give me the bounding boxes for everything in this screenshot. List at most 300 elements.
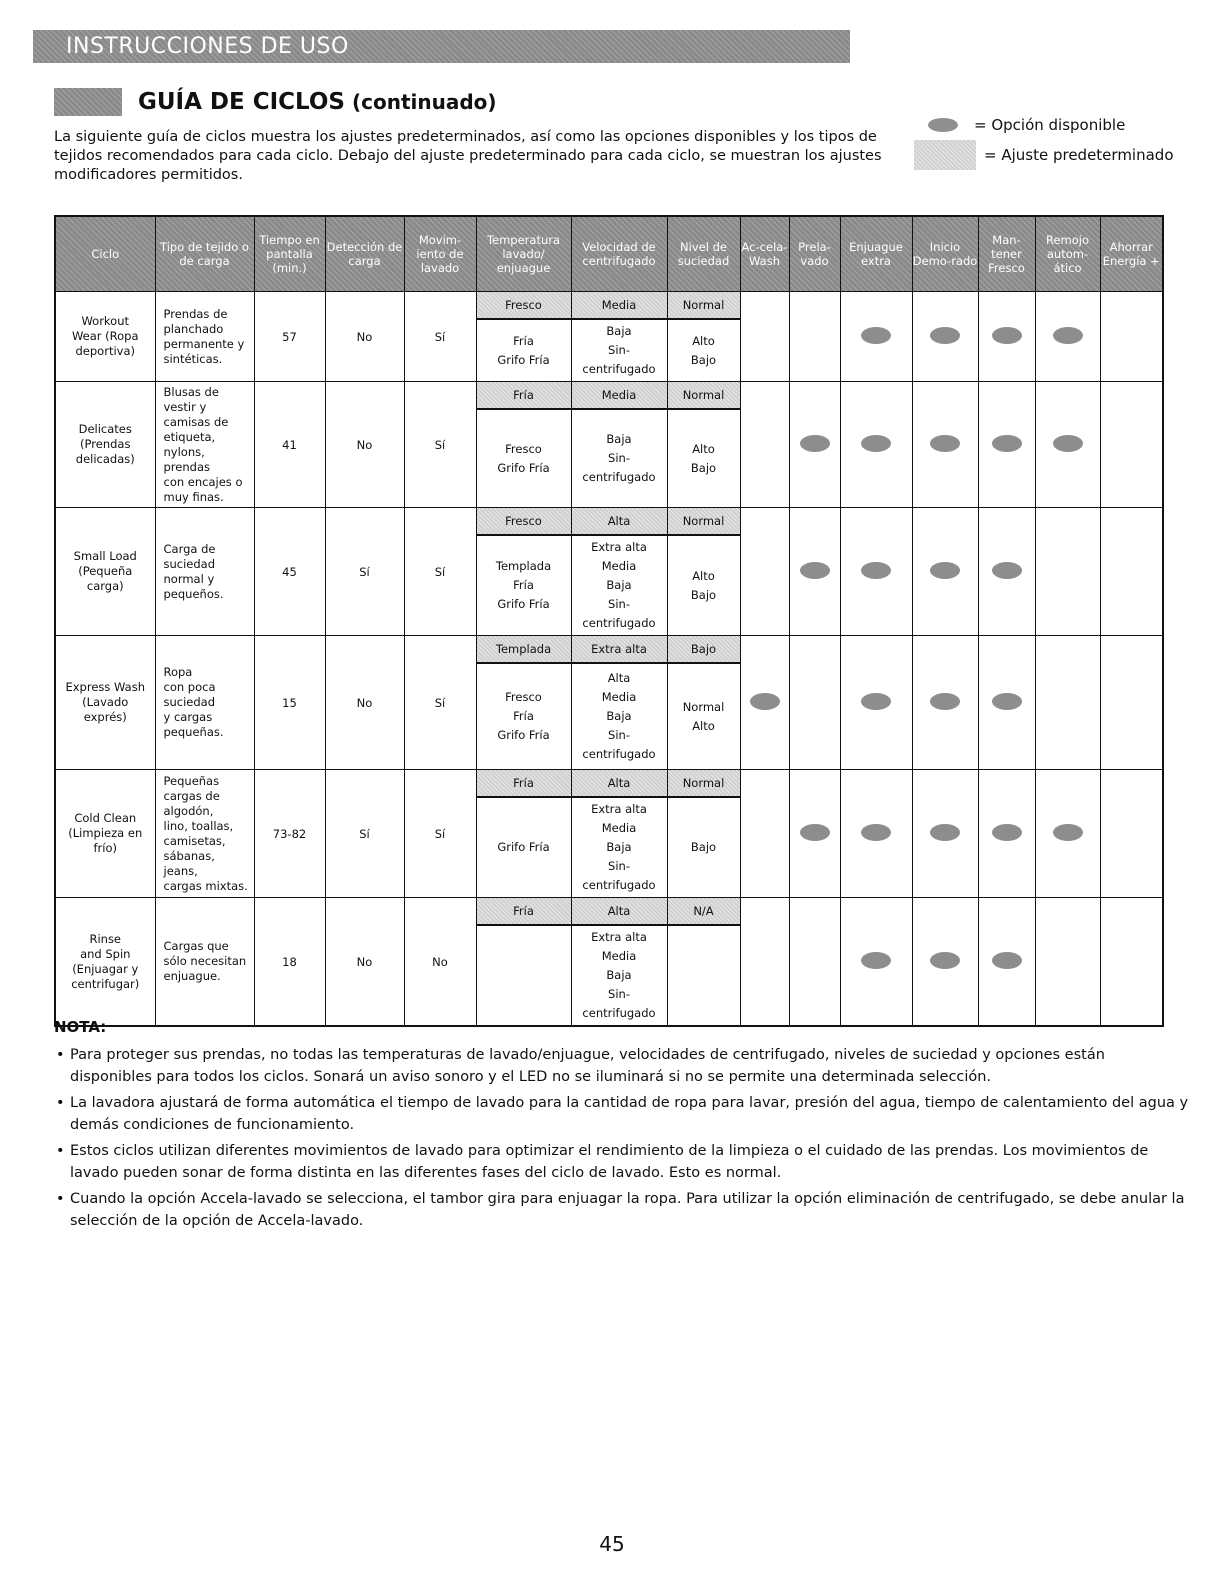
temperature-cell — [476, 508, 571, 636]
option-available-icon — [861, 327, 891, 344]
fabric-line: pequeñas. — [163, 725, 224, 739]
soil-level-option: Bajo — [690, 352, 717, 367]
cycle-name-line: Small Load — [73, 549, 137, 563]
default-swatch-icon — [914, 140, 976, 170]
legend-default-label: = Ajuste predeterminado — [984, 146, 1174, 164]
temperature-stack — [477, 292, 571, 381]
option-available-icon — [930, 327, 960, 344]
spin-speed-option: Baja — [606, 324, 632, 338]
spin-speed-option: Sin-centrifugado — [582, 597, 656, 630]
option-available-icon — [992, 327, 1022, 344]
cycle-name — [55, 898, 155, 1027]
temperature-option: Grifo Fría — [497, 840, 550, 854]
spin-speed-option: Sin-centrifugado — [582, 343, 656, 376]
wash-motion: Sí — [404, 770, 476, 898]
option-available-icon — [861, 952, 891, 969]
fabric-line: algodón, — [163, 803, 214, 818]
option-cell — [740, 508, 789, 636]
fabric-type — [155, 898, 254, 1027]
spin-speed-stack — [572, 508, 667, 635]
column-header: Ciclo — [55, 216, 155, 292]
temperature-cell — [476, 382, 571, 508]
option-available-icon — [930, 952, 960, 969]
spin-speed-stack — [572, 382, 667, 507]
spin-speed-cell — [571, 898, 667, 1027]
column-header: Tipo de tejido o de carga — [155, 216, 254, 292]
soil-level-stack — [668, 292, 740, 381]
option-cell — [1035, 292, 1100, 382]
soil-level-cell — [667, 508, 740, 636]
option-available-icon — [1053, 327, 1083, 344]
cycle-guide-table — [54, 215, 1164, 1027]
soil-level-default: Normal — [668, 292, 740, 320]
display-time: 15 — [254, 636, 325, 770]
load-detection: No — [325, 292, 404, 382]
column-header: Movim-iento de lavado — [404, 216, 476, 292]
notes-section — [54, 1018, 1189, 1236]
option-cell — [1100, 636, 1163, 770]
option-cell — [912, 898, 978, 1027]
option-cell — [978, 898, 1035, 1027]
fabric-type — [155, 770, 254, 898]
temperature-stack — [477, 508, 571, 635]
table-row — [55, 382, 1163, 508]
fabric-line: Prendas de — [163, 306, 228, 321]
page-title-main: GUÍA DE CICLOS — [138, 89, 345, 115]
temperature-option: Fría — [513, 333, 534, 348]
soil-level-option: Alto — [692, 718, 715, 733]
spin-speed-option: Sin-centrifugado — [582, 728, 656, 761]
fabric-line: lino, toallas, — [163, 818, 234, 833]
cycle-name-line: frío) — [93, 841, 117, 855]
cycle-name-line: and Spin — [80, 946, 131, 961]
section-banner-text: INSTRUCCIONES DE USO — [66, 34, 349, 59]
soil-level-default: Normal — [668, 508, 740, 536]
temperature-options — [477, 926, 571, 1025]
spin-speed-cell — [571, 770, 667, 898]
fabric-line: sintéticas. — [163, 351, 223, 366]
note-item: • La lavadora ajustará de forma automática el tiempo de lavado para la cantidad de ropa para lavar, presión del agua, tiempo de calentamiento del agua y demás condiciones de funcionamiento. — [54, 1092, 1189, 1136]
fabric-line: camisas de — [163, 414, 229, 429]
option-cell — [1100, 898, 1163, 1027]
spin-speed-options — [572, 410, 667, 507]
temperature-default: Templada — [477, 636, 571, 664]
table-row — [55, 292, 1163, 382]
fabric-type — [155, 636, 254, 770]
cycle-name-line: Delicates — [78, 422, 132, 436]
spin-speed-cell — [571, 382, 667, 508]
spin-speed-default: Media — [572, 382, 667, 410]
temperature-option: Templada — [495, 559, 552, 573]
soil-level-cell — [667, 292, 740, 382]
option-available-icon — [992, 435, 1022, 452]
column-header: Enjuague extra — [840, 216, 912, 292]
soil-level-option: Bajo — [690, 587, 717, 602]
spin-speed-option: Sin-centrifugado — [582, 859, 656, 892]
cycle-name-line: carga) — [86, 579, 124, 593]
section-banner — [33, 30, 850, 63]
option-cell — [740, 382, 789, 508]
cycle-name-line: Rinse — [89, 931, 122, 946]
option-available-icon — [800, 824, 830, 841]
fabric-line: cargas de — [163, 788, 220, 803]
option-available-icon — [930, 693, 960, 710]
option-cell — [1035, 636, 1100, 770]
option-cell — [840, 382, 912, 508]
spin-speed-option: Extra alta — [591, 930, 647, 944]
spin-speed-option: Extra alta — [591, 540, 647, 554]
soil-level-option: Normal — [682, 699, 725, 714]
temperature-stack — [477, 770, 571, 897]
soil-level-option: Bajo — [690, 460, 717, 475]
temperature-options — [477, 798, 571, 897]
fabric-line: enjuague. — [163, 969, 221, 983]
temperature-option: Grifo Fría — [497, 352, 550, 367]
column-header: Prela-vado — [789, 216, 840, 292]
legend-available — [914, 110, 1204, 140]
option-cell — [740, 898, 789, 1027]
spin-speed-default: Extra alta — [572, 636, 667, 664]
spin-speed-default: Alta — [572, 508, 667, 536]
temperature-options — [477, 320, 571, 381]
column-header: Detección de carga — [325, 216, 404, 292]
note-item: • Estos ciclos utilizan diferentes movimientos de lavado para optimizar el rendimiento de la limpieza o el cuidado de las prendas. Los movimientos de lavado pueden sonar de forma distinta en las diferentes fases del ciclo de lavado. Esto es normal. — [54, 1140, 1189, 1184]
soil-level-options — [668, 320, 740, 381]
option-cell — [789, 770, 840, 898]
spin-speed-options — [572, 320, 667, 381]
column-header: Man-tener Fresco — [978, 216, 1035, 292]
option-available-icon — [992, 952, 1022, 969]
wash-motion: No — [404, 898, 476, 1027]
soil-level-options — [668, 536, 740, 635]
spin-speed-option: Extra alta — [591, 802, 647, 816]
column-header: Ac-cela-Wash — [740, 216, 789, 292]
column-header: Ahorrar Energía + — [1100, 216, 1163, 292]
table-row — [55, 508, 1163, 636]
notes-list — [54, 1044, 1189, 1232]
fabric-line: suciedad — [163, 556, 216, 571]
fabric-line: suciedad — [163, 695, 216, 709]
temperature-stack — [477, 898, 571, 1025]
cycle-name — [55, 770, 155, 898]
soil-level-default: Normal — [668, 770, 740, 798]
cycle-name — [55, 508, 155, 636]
spin-speed-option: Baja — [606, 432, 632, 446]
soil-level-option: Alto — [692, 568, 715, 583]
spin-speed-option: Baja — [606, 578, 632, 592]
option-cell — [978, 508, 1035, 636]
spin-speed-options — [572, 926, 667, 1025]
page-title — [54, 88, 497, 116]
notes-heading: NOTA: — [54, 1018, 107, 1036]
option-available-icon — [861, 435, 891, 452]
table-row — [55, 770, 1163, 898]
spin-speed-option: Media — [601, 821, 637, 835]
column-header: Tiempo en pantalla (min.) — [254, 216, 325, 292]
wash-motion: Sí — [404, 292, 476, 382]
fabric-line: camisetas, — [163, 833, 226, 848]
fabric-line: pequeños. — [163, 586, 224, 601]
option-cell — [740, 770, 789, 898]
fabric-type — [155, 292, 254, 382]
temperature-option: Fresco — [505, 441, 542, 456]
legend-default — [914, 140, 1204, 170]
option-cell — [1035, 508, 1100, 636]
cycle-name-line: delicadas) — [75, 452, 135, 466]
soil-level-cell — [667, 382, 740, 508]
soil-level-option: Alto — [692, 441, 715, 456]
option-available-icon — [800, 435, 830, 452]
soil-level-default: N/A — [668, 898, 740, 926]
fabric-line: con poca — [163, 680, 216, 694]
fabric-line: permanente y — [163, 336, 245, 351]
option-available-icon — [992, 824, 1022, 841]
title-swatch — [54, 88, 122, 116]
temperature-option: Grifo Fría — [497, 728, 550, 742]
option-cell — [912, 770, 978, 898]
table-row — [55, 898, 1163, 1027]
spin-speed-option: Media — [601, 690, 637, 704]
temperature-default: Fría — [477, 382, 571, 410]
spin-speed-option: Media — [601, 559, 637, 573]
display-time: 73-82 — [254, 770, 325, 898]
load-detection: Sí — [325, 770, 404, 898]
spin-speed-cell — [571, 636, 667, 770]
temperature-cell — [476, 636, 571, 770]
soil-level-default: Bajo — [668, 636, 740, 664]
spin-speed-option: Baja — [606, 968, 632, 982]
temperature-default: Fría — [477, 898, 571, 926]
option-cell — [789, 292, 840, 382]
temperature-cell — [476, 292, 571, 382]
fabric-line: etiqueta, — [163, 429, 216, 444]
option-available-icon — [1053, 435, 1083, 452]
column-header: Inicio Demo-rado — [912, 216, 978, 292]
column-header: Temperatura lavado/ enjuague — [476, 216, 571, 292]
spin-speed-options — [572, 798, 667, 897]
spin-speed-cell — [571, 508, 667, 636]
cycle-name-line: (Prendas — [80, 437, 131, 451]
spin-speed-options — [572, 536, 667, 635]
cycle-name — [55, 292, 155, 382]
fabric-type — [155, 508, 254, 636]
temperature-option: Grifo Fría — [497, 460, 550, 475]
option-cell — [740, 636, 789, 770]
spin-speed-default: Media — [572, 292, 667, 320]
cycle-name-line: (Pequeña — [78, 564, 133, 578]
fabric-line: Blusas de — [163, 384, 219, 399]
temperature-option: Fría — [513, 578, 534, 592]
option-cell — [1100, 508, 1163, 636]
fabric-line: Ropa — [163, 665, 193, 679]
load-detection: No — [325, 636, 404, 770]
option-available-icon — [930, 824, 960, 841]
option-cell — [789, 382, 840, 508]
option-cell — [978, 636, 1035, 770]
intro-paragraph: La siguiente guía de ciclos muestra los ajustes predeterminados, así como las opciones disponibles y los tipos de tejidos recomendados para cada ciclo. Debajo del ajuste predeterminado para cada ciclo, se muestran los ajustes modificadores permitidos. — [54, 129, 882, 183]
spin-speed-option: Media — [601, 949, 637, 963]
display-time: 45 — [254, 508, 325, 636]
temperature-cell — [476, 770, 571, 898]
temperature-options — [477, 664, 571, 769]
option-cell — [789, 508, 840, 636]
soil-level-cell — [667, 636, 740, 770]
option-cell — [840, 292, 912, 382]
spin-speed-option: Baja — [606, 840, 632, 854]
option-available-icon — [1053, 824, 1083, 841]
option-available-icon — [992, 693, 1022, 710]
option-available-icon — [800, 562, 830, 579]
page-number: 45 — [599, 1532, 625, 1556]
option-cell — [978, 292, 1035, 382]
soil-level-options — [668, 798, 740, 897]
fabric-line: nylons, prendas — [163, 444, 210, 474]
soil-level-cell — [667, 770, 740, 898]
fabric-line: normal y — [163, 571, 215, 586]
spin-speed-stack — [572, 770, 667, 897]
spin-speed-default: Alta — [572, 770, 667, 798]
option-cell — [912, 292, 978, 382]
spin-speed-option: Alta — [607, 671, 631, 685]
option-cell — [912, 508, 978, 636]
fabric-line: Pequeñas — [163, 773, 220, 788]
soil-level-stack — [668, 636, 740, 769]
wash-motion: Sí — [404, 382, 476, 508]
display-time: 41 — [254, 382, 325, 508]
fabric-line: cargas mixtas. — [163, 878, 248, 893]
soil-level-options — [668, 664, 740, 769]
option-cell — [840, 770, 912, 898]
soil-level-option: Bajo — [690, 840, 717, 854]
soil-level-option: Alto — [692, 333, 715, 348]
cycle-name-line: exprés) — [83, 710, 127, 724]
spin-speed-default: Alta — [572, 898, 667, 926]
option-available-icon — [930, 435, 960, 452]
option-cell — [840, 508, 912, 636]
option-cell — [912, 636, 978, 770]
spin-speed-option: Baja — [606, 709, 632, 723]
temperature-cell — [476, 898, 571, 1027]
soil-level-options — [668, 410, 740, 507]
temperature-stack — [477, 382, 571, 507]
spin-speed-options — [572, 664, 667, 769]
display-time: 18 — [254, 898, 325, 1027]
cycle-name-line: (Enjuagar y — [72, 961, 139, 976]
cycle-name-line: Express Wash — [65, 680, 146, 694]
spin-speed-cell — [571, 292, 667, 382]
fabric-type — [155, 382, 254, 508]
temperature-default: Fría — [477, 770, 571, 798]
fabric-line: y cargas — [163, 710, 213, 724]
fabric-line: sólo necesitan — [163, 954, 247, 968]
cycle-name-line: Wear (Ropa — [71, 329, 139, 343]
temperature-options — [477, 536, 571, 635]
display-time: 57 — [254, 292, 325, 382]
soil-level-stack — [668, 770, 740, 897]
cycle-name — [55, 636, 155, 770]
option-available-icon — [930, 562, 960, 579]
cycle-name-line: (Limpieza en — [68, 826, 143, 840]
column-header: Nivel de suciedad — [667, 216, 740, 292]
wash-motion: Sí — [404, 508, 476, 636]
option-available-icon — [861, 824, 891, 841]
wash-motion: Sí — [404, 636, 476, 770]
temperature-default: Fresco — [477, 292, 571, 320]
cycle-name-line: centrifugar) — [71, 976, 140, 991]
soil-level-options — [668, 926, 740, 1025]
table-row — [55, 636, 1163, 770]
temperature-option: Grifo Fría — [497, 597, 550, 611]
cycle-name — [55, 382, 155, 508]
legend-available-label: = Opción disponible — [974, 116, 1126, 134]
cycle-name-line: Workout — [81, 314, 130, 328]
fabric-line: planchado — [163, 321, 224, 336]
fabric-line: Carga de — [163, 541, 216, 556]
option-cell — [912, 382, 978, 508]
note-item: • Para proteger sus prendas, no todas las temperaturas de lavado/enjuague, velocidades de centrifugado, niveles de suciedad y opciones están disponibles para todos los ciclos. Sonará un aviso sonoro y el LED no se iluminará si no se permite una determinada selección. — [54, 1044, 1189, 1088]
soil-level-cell — [667, 898, 740, 1027]
option-cell — [978, 382, 1035, 508]
option-cell — [1100, 292, 1163, 382]
option-cell — [1035, 382, 1100, 508]
load-detection: Sí — [325, 508, 404, 636]
temperature-stack — [477, 636, 571, 769]
cycle-name-line: (Lavado — [82, 695, 129, 709]
fabric-line: con encajes o — [163, 474, 243, 489]
option-cell — [840, 636, 912, 770]
option-dot-icon — [928, 118, 958, 132]
spin-speed-option: Sin-centrifugado — [582, 451, 656, 484]
page-title-sub: (continuado) — [352, 90, 497, 114]
temperature-option: Fría — [513, 709, 534, 723]
option-cell — [1100, 382, 1163, 508]
option-cell — [789, 636, 840, 770]
load-detection: No — [325, 898, 404, 1027]
option-cell — [789, 898, 840, 1027]
temperature-options — [477, 410, 571, 507]
temperature-default: Fresco — [477, 508, 571, 536]
option-cell — [740, 292, 789, 382]
soil-level-stack — [668, 898, 740, 1025]
soil-level-stack — [668, 382, 740, 507]
column-header: Velocidad de centrifugado — [571, 216, 667, 292]
legend — [914, 110, 1204, 170]
option-cell — [840, 898, 912, 1027]
soil-level-stack — [668, 508, 740, 635]
load-detection: No — [325, 382, 404, 508]
option-available-icon — [861, 693, 891, 710]
option-cell — [1100, 770, 1163, 898]
cycle-name-line: deportiva) — [75, 344, 135, 358]
cycle-name-line: Cold Clean — [74, 811, 137, 825]
option-cell — [1035, 770, 1100, 898]
option-cell — [1035, 898, 1100, 1027]
fabric-line: Cargas que — [163, 939, 229, 953]
option-cell — [978, 770, 1035, 898]
spin-speed-stack — [572, 636, 667, 769]
spin-speed-stack — [572, 292, 667, 381]
note-item: • Cuando la opción Accela-lavado se selecciona, el tambor gira para enjuagar la ropa. Para utilizar la opción eliminación de centrifugado, se debe anular la selección de la opción de Accela-lavado. — [54, 1188, 1189, 1232]
fabric-line: muy finas. — [163, 489, 224, 504]
column-header: Remojo autom-ático — [1035, 216, 1100, 292]
fabric-line: sábanas, jeans, — [163, 848, 215, 878]
option-available-icon — [750, 693, 780, 710]
option-available-icon — [861, 562, 891, 579]
temperature-option: Fresco — [505, 690, 542, 704]
soil-level-default: Normal — [668, 382, 740, 410]
option-available-icon — [992, 562, 1022, 579]
spin-speed-option: Sin-centrifugado — [582, 987, 656, 1020]
